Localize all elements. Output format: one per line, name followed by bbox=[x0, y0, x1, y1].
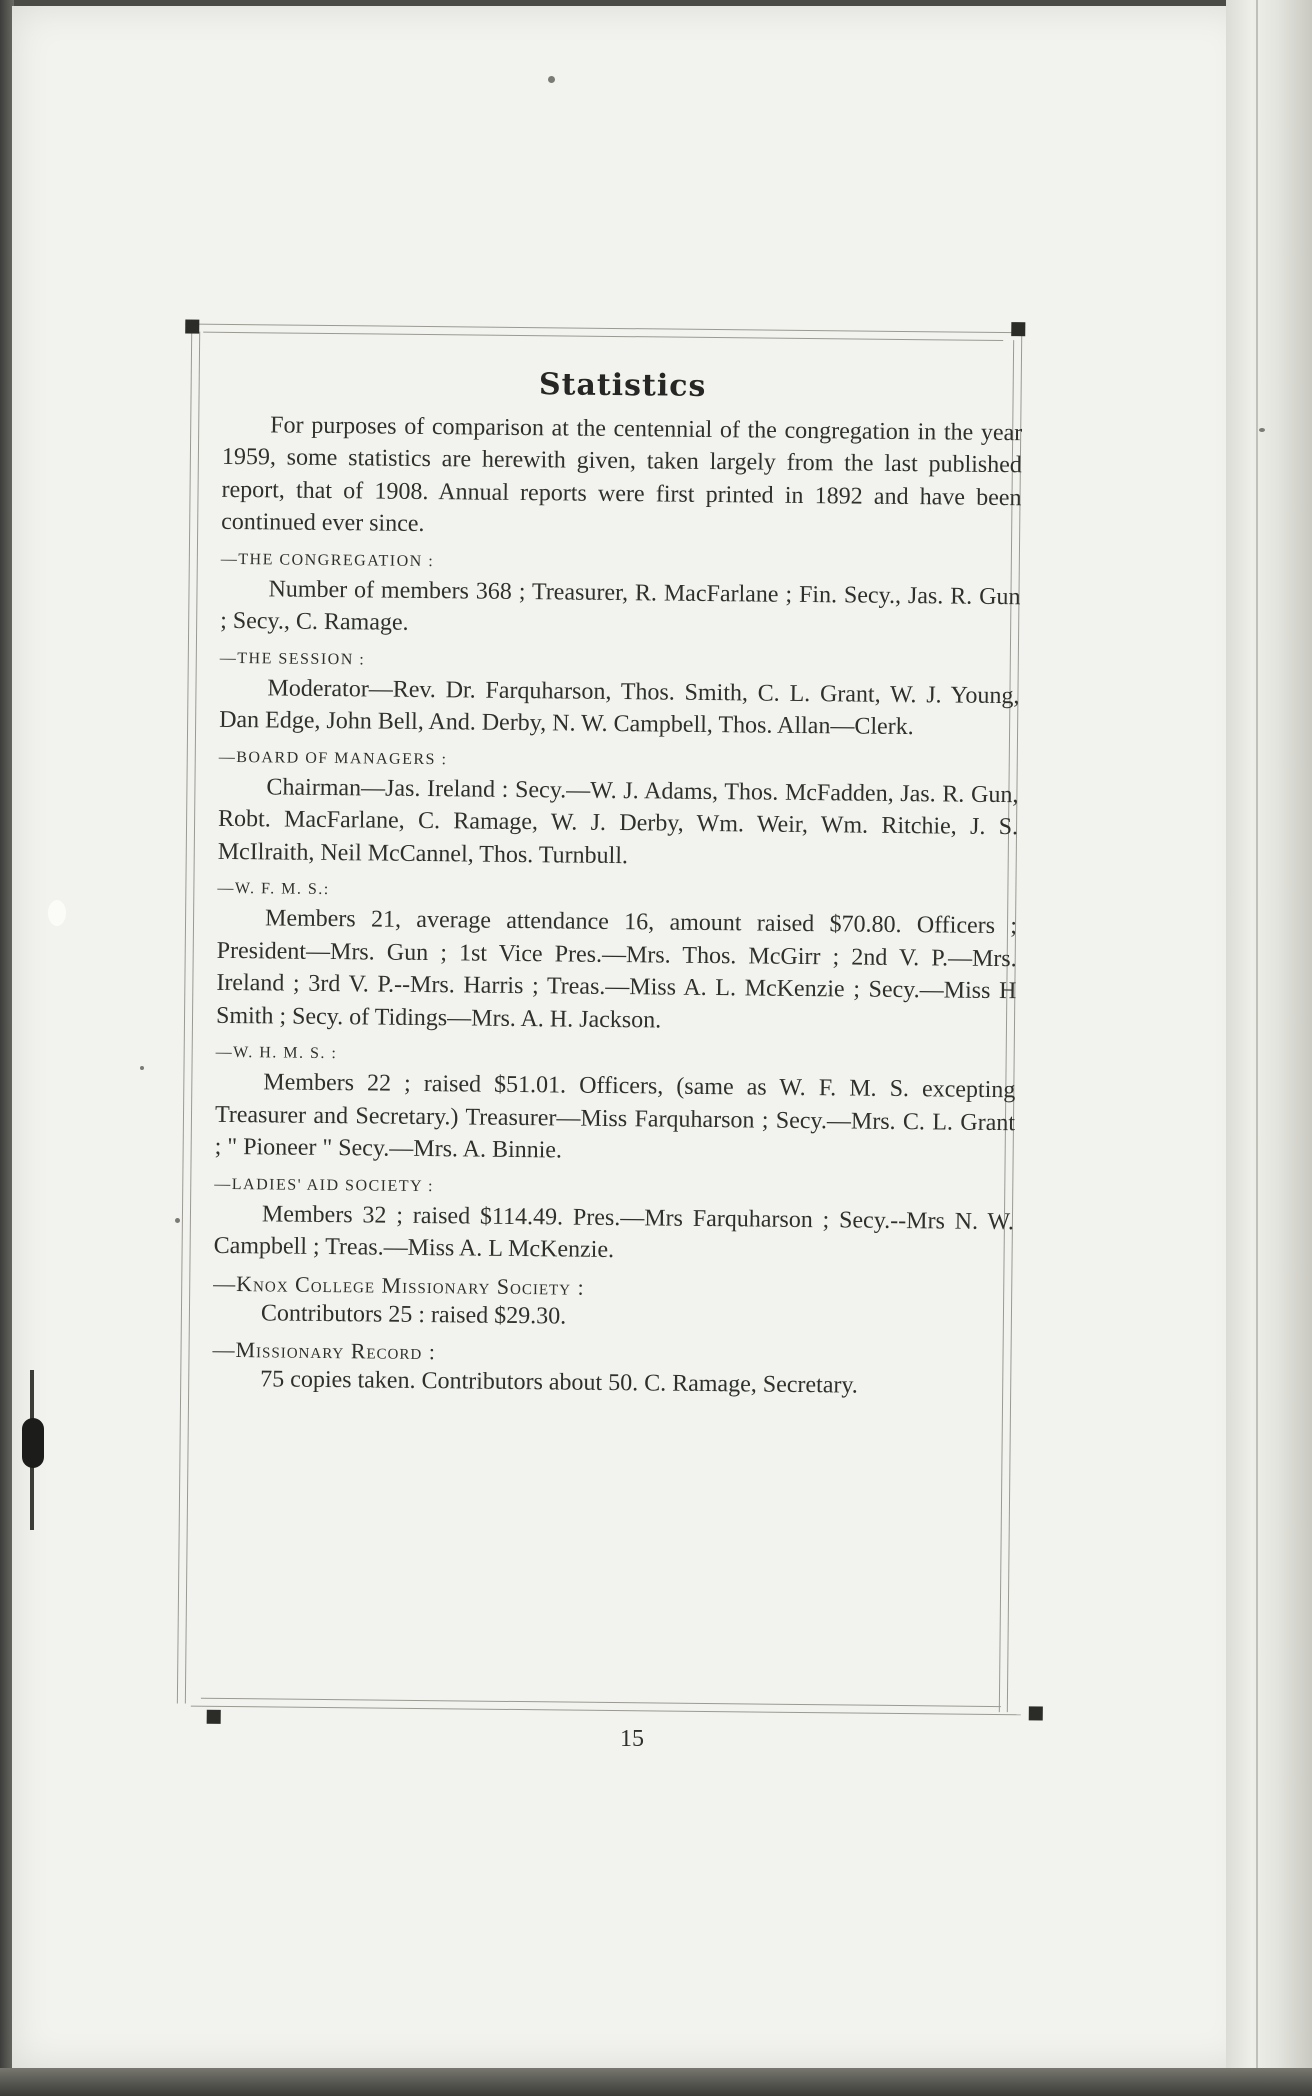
section-body: 75 copies taken. Contributors about 50. C. Ramage, Secretary. bbox=[260, 1366, 858, 1399]
section-heading: —W. F. M. S.: bbox=[217, 879, 330, 899]
frame-bottom-rule-inner bbox=[201, 1698, 1001, 1707]
section-heading: —BOARD OF MANAGERS : bbox=[218, 748, 448, 768]
paper-blemish bbox=[48, 900, 66, 926]
page-edge bbox=[1226, 0, 1312, 2070]
frame-top-rule bbox=[185, 323, 1015, 333]
frame-left-rule-inner bbox=[185, 332, 200, 1704]
frame-corner-ornament bbox=[1029, 1706, 1043, 1720]
ink-speck bbox=[548, 76, 555, 83]
section-body: Chairman—Jas. Ireland : Secy.—W. J. Adams, Thos. McFadden, Jas. R. Gun, Robt. MacFarlane, C. Ramage, W. J. Derby, Wm. Weir, Wm. Ritchie, J. S. McIlraith, Neil McCannel, Thos. Turnbull. bbox=[217, 773, 1019, 869]
section-body: Members 21, average attendance 16, amount raised $70.80. Officers ; President—Mrs. Gun ; 1st Vice Pres.—Mrs. Thos. McGirr ; 2nd V. P.—Mrs. Ireland ; 3rd V. P.--Mrs. Harris ; Treas.—Miss A. L. McKenzie ; Secy.—Miss H Smith ; Secy. of Tidings—Mrs. A. H. Jackson. bbox=[215, 905, 1018, 1033]
section-heading: —THE CONGREGATION : bbox=[220, 550, 435, 570]
frame-top-rule-inner bbox=[203, 332, 1003, 341]
section-heading: —Knox College Missionary Society : bbox=[213, 1270, 585, 1300]
section-heading: —W. H. M. S. : bbox=[215, 1043, 338, 1063]
ink-speck bbox=[140, 1066, 144, 1070]
binding-hole bbox=[22, 1418, 44, 1468]
page-title: Statistics bbox=[538, 367, 707, 404]
section-heading: —THE SESSION : bbox=[219, 649, 366, 668]
text-frame bbox=[171, 313, 1058, 1732]
section-body: Members 32 ; raised $114.49. Pres.—Mrs Farquharson ; Secy.--Mrs N. W. Campbell ; Treas.—Miss A. L McKenzie. bbox=[213, 1200, 1015, 1264]
page-content bbox=[212, 366, 1023, 1404]
frame-corner-ornament bbox=[185, 319, 199, 333]
section-body: Moderator—Rev. Dr. Farquharson, Thos. Smith, C. L. Grant, W. J. Young, Dan Edge, John Bell, And. Derby, N. W. Campbell, Thos. Allan—Clerk. bbox=[219, 674, 1020, 741]
section-body: Members 22 ; raised $51.01. Officers, (same as W. F. M. S. excepting Treasurer and Secretary.) Treasurer—Miss Farquharson ; Secy.—Mrs. C. L. Grant ; " Pioneer " Secy.—Mrs. A. Binnie. bbox=[214, 1069, 1016, 1164]
intro-paragraph: For purposes of comparison at the centennial of the congregation in the year 1959, some statistics are herewith given, taken largely from the last published report, that of 1908. Annual reports were first printed in 1892 and have been continued ever since. bbox=[221, 411, 1023, 537]
frame-corner-ornament bbox=[207, 1710, 221, 1724]
scan-shadow-bottom bbox=[0, 2068, 1312, 2096]
section-body: Number of members 368 ; Treasurer, R. MacFarlane ; Fin. Secy., Jas. R. Gun ; Secy., C. Ramage. bbox=[220, 575, 1021, 636]
frame-corner-ornament bbox=[1011, 322, 1025, 336]
section-body: Contributors 25 : raised $29.30. bbox=[260, 1299, 567, 1330]
ink-speck bbox=[1259, 428, 1265, 432]
page-number: 15 bbox=[620, 1726, 644, 1752]
section-heading: —Missionary Record : bbox=[212, 1336, 437, 1365]
section-heading: —LADIES' AID SOCIETY : bbox=[214, 1175, 435, 1195]
frame-bottom-rule bbox=[191, 1706, 1021, 1716]
